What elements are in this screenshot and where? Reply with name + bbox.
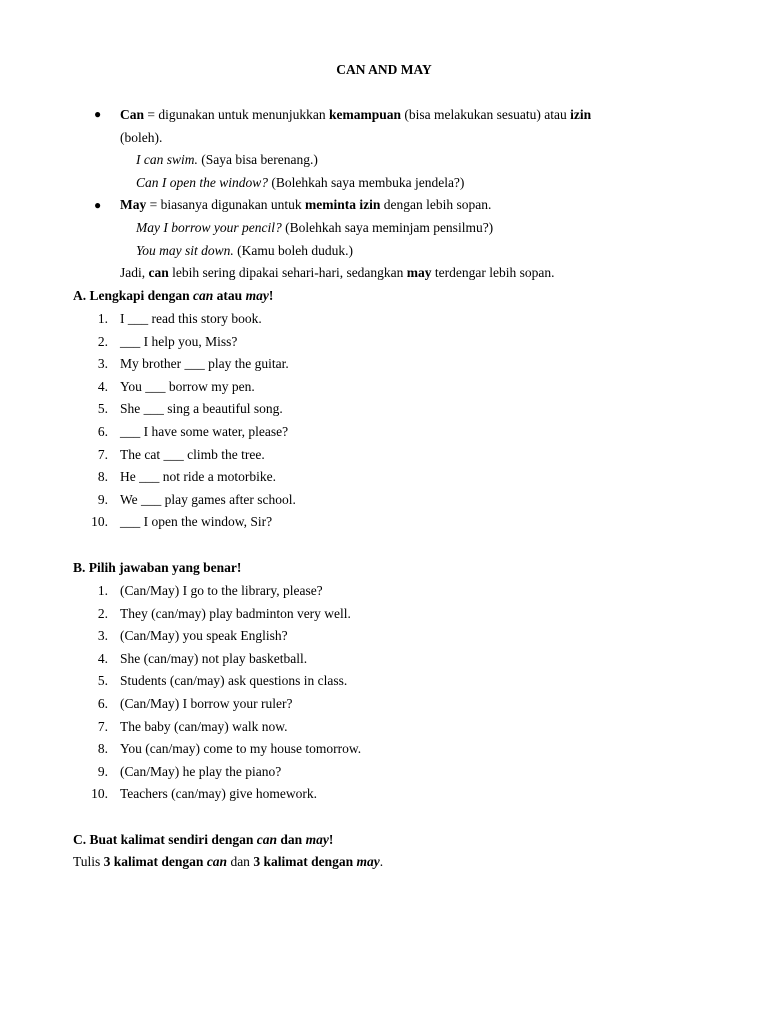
section-b-heading: B. Pilih jawaban yang benar! — [73, 560, 242, 575]
item-number: 5. — [97, 401, 108, 417]
may-definition: May = biasanya digunakan untuk meminta izin dengan lebih sopan. — [120, 197, 492, 212]
section-b-item: They (can/may) play badminton very well. — [120, 605, 351, 621]
summary-line: Jadi, can lebih sering dipakai sehari-hari, sedangkan may terdengar lebih sopan. — [120, 265, 555, 280]
item-number: 4. — [97, 650, 108, 666]
section-b-item: She (can/may) not play basketball. — [120, 650, 308, 666]
may-example-2: You may sit down. (Kamu boleh duduk.) — [136, 243, 354, 258]
item-number: 6. — [97, 696, 108, 711]
can-example-1: I can swim. (Saya bisa berenang.) — [136, 152, 318, 167]
item-number: 7. — [97, 718, 108, 734]
section-b-item: Teachers (can/may) give homework. — [120, 786, 317, 802]
can-definition-cont: (boleh). — [120, 130, 163, 145]
item-number: 9. — [97, 763, 108, 779]
section-a-heading: A. Lengkapi dengan can atau may! — [73, 288, 274, 303]
item-number: 8. — [97, 741, 108, 757]
item-number: 1. — [97, 583, 108, 598]
section-a-item: I ___ read this story book. — [120, 311, 262, 326]
item-number: 2. — [97, 333, 108, 349]
section-a-item: The cat ___ climb the tree. — [120, 446, 265, 462]
section-a-item: ___ I open the window, Sir? — [120, 514, 273, 530]
section-a-item: ___ I have some water, please? — [120, 424, 289, 439]
section-b-item: Students (can/may) ask questions in class. — [120, 673, 348, 689]
can-definition: Can = digunakan untuk menunjukkan kemampuan (bisa melakukan sesuatu) atau izin — [120, 107, 592, 122]
item-number: 10. — [91, 514, 108, 530]
item-number: 7. — [97, 446, 108, 462]
item-number: 8. — [97, 469, 108, 485]
section-b-item: The baby (can/may) walk now. — [120, 718, 288, 734]
page-title: CAN AND MAY — [336, 62, 432, 77]
item-number: 1. — [97, 311, 108, 326]
may-example-1: May I borrow your pencil? (Bolehkah saya meminjam pensilmu?) — [136, 220, 494, 235]
item-number: 5. — [97, 673, 108, 689]
section-c-instruction: Tulis 3 kalimat dengan can dan 3 kalimat dengan may. — [73, 854, 384, 869]
item-number: 2. — [97, 605, 108, 621]
item-number: 3. — [97, 628, 108, 644]
section-a-item: You ___ borrow my pen. — [120, 378, 255, 394]
item-number: 4. — [97, 378, 108, 394]
section-a-item: ___ I help you, Miss? — [120, 333, 238, 349]
section-a-item: He ___ not ride a motorbike. — [120, 469, 276, 485]
bullet-icon: ● — [94, 198, 102, 212]
section-b-item: (Can/May) I go to the library, please? — [120, 583, 323, 598]
item-number: 3. — [97, 356, 108, 372]
item-number: 9. — [97, 491, 108, 507]
section-b-item: You (can/may) come to my house tomorrow. — [120, 741, 362, 757]
can-example-2: Can I open the window? (Bolehkah saya membuka jendela?) — [136, 175, 465, 190]
section-b-item: (Can/May) he play the piano? — [120, 763, 282, 779]
section-c-heading: C. Buat kalimat sendiri dengan can dan may! — [73, 832, 334, 847]
item-number: 10. — [91, 786, 108, 802]
section-a-item: We ___ play games after school. — [120, 491, 296, 507]
section-a-item: She ___ sing a beautiful song. — [120, 401, 283, 417]
section-b-item: (Can/May) you speak English? — [120, 628, 288, 644]
section-b-item: (Can/May) I borrow your ruler? — [120, 696, 293, 711]
bullet-icon: ● — [94, 107, 102, 121]
item-number: 6. — [97, 424, 108, 439]
section-a-item: My brother ___ play the guitar. — [120, 356, 289, 372]
